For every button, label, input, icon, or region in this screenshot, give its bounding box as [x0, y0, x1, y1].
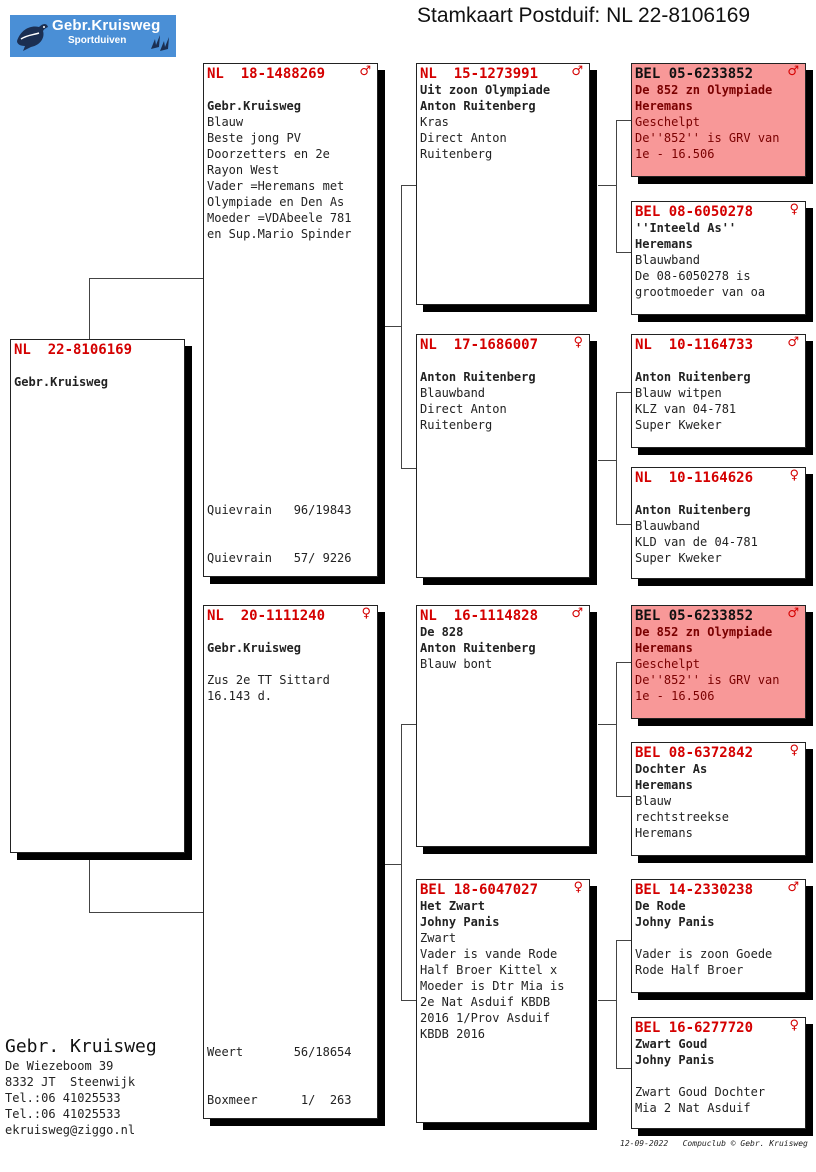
- owner-address: [5, 1036, 157, 1138]
- info-line: Zus 2e TT Sittard: [207, 673, 330, 687]
- info-line: Super Kweker: [635, 418, 722, 432]
- connector-line: [616, 662, 617, 796]
- pigeon-name: De Rode: [635, 899, 686, 913]
- pigeon-name: De 828: [420, 625, 464, 639]
- connector-line: [616, 120, 617, 252]
- female-icon: ♀: [361, 606, 371, 621]
- grandfather-paternal-card[interactable]: [416, 63, 590, 305]
- info-line: [635, 930, 802, 946]
- phone-line: Tel.:06 41025533: [5, 1107, 121, 1121]
- info-line: Super Kweker: [635, 551, 722, 565]
- grandmother-maternal-card[interactable]: [416, 879, 590, 1123]
- results-list: [207, 1012, 352, 1119]
- results-list: [207, 470, 352, 577]
- ring-number: NL 10-1164626: [635, 470, 754, 486]
- info-line: Olympiade en Den As: [207, 195, 345, 209]
- breeder-name: Anton Ruitenberg: [420, 641, 536, 655]
- great-grandparent-card[interactable]: [631, 467, 806, 579]
- address-line: De Wiezeboom 39: [5, 1059, 114, 1073]
- info-line: grootmoeder van oa: [635, 285, 766, 299]
- info-line: De''852'' is GRV van: [635, 131, 780, 145]
- info-line: Direct Anton: [420, 131, 507, 145]
- male-icon: ♂: [571, 64, 583, 79]
- breeder-name: Heremans: [635, 641, 693, 655]
- info-line: [635, 1068, 802, 1084]
- connector-line: [401, 724, 417, 725]
- connector-line: [616, 392, 632, 393]
- ring-number: NL 16-1114828: [420, 608, 539, 624]
- female-icon: ♀: [789, 743, 799, 758]
- connector-line: [401, 468, 417, 469]
- spacer: [207, 624, 374, 640]
- breeder-name: Heremans: [635, 237, 693, 251]
- ring-number: BEL 16-6277720: [635, 1020, 754, 1036]
- phone-line: Tel.:06 41025533: [5, 1091, 121, 1105]
- great-grandparent-card[interactable]: [631, 742, 806, 856]
- info-line: Zwart: [420, 931, 457, 945]
- connector-line: [89, 278, 203, 279]
- ring-number: NL 17-1686007: [420, 337, 539, 353]
- info-line: Blauwband: [635, 253, 701, 267]
- male-icon: ♂: [787, 335, 799, 350]
- connector-line: [598, 724, 616, 725]
- info-line: Ruitenberg: [420, 147, 493, 161]
- info-line: Moeder =VDAbeele 781: [207, 211, 352, 225]
- great-grandparent-card[interactable]: [631, 879, 806, 993]
- ring-number: NL 22-8106169: [14, 342, 133, 358]
- connector-line: [598, 460, 616, 461]
- pigeon-name: ''Inteeld As'': [635, 221, 737, 235]
- subject-card[interactable]: [10, 339, 185, 853]
- pigeon-name: Zwart Goud: [635, 1037, 708, 1051]
- info-line: Vader is vande Rode: [420, 947, 558, 961]
- male-icon: ♂: [787, 606, 799, 621]
- info-line: Blauwband: [420, 386, 486, 400]
- result-line: Boxmeer 1/ 263: [207, 1093, 352, 1107]
- ring-number: NL 18-1488269: [207, 66, 326, 82]
- connector-line: [89, 912, 203, 913]
- breeder-name: Anton Ruitenberg: [420, 370, 536, 384]
- breeder-name: Gebr.Kruisweg: [14, 375, 108, 389]
- ring-number: BEL 05-6233852: [635, 608, 754, 624]
- info-line: Ruitenberg: [420, 418, 493, 432]
- connector-line: [401, 724, 402, 1000]
- info-line: Heremans: [635, 826, 693, 840]
- female-icon: ♀: [789, 202, 799, 217]
- info-line: KBDB 2016: [420, 1027, 486, 1041]
- info-line: Doorzetters en 2e: [207, 147, 330, 161]
- female-icon: ♀: [573, 335, 583, 350]
- connector-line: [616, 662, 632, 663]
- pigeon-name: De 852 zn Olympiade: [635, 625, 773, 639]
- pigeon-name: [635, 486, 802, 502]
- pigeon-name: Het Zwart: [420, 899, 486, 913]
- info-line: 2e Nat Asduif KBDB: [420, 995, 551, 1009]
- page-title: Stamkaart Postduif: NL 22-8106169: [417, 4, 751, 27]
- female-icon: ♀: [789, 1018, 799, 1033]
- info-line: Geschelpt: [635, 657, 701, 671]
- ring-number: BEL 14-2330238: [635, 882, 754, 898]
- info-line: Mia 2 Nat Asduif: [635, 1101, 751, 1115]
- breeder-name: Johny Panis: [420, 915, 500, 929]
- logo-subtitle: Sportduiven: [68, 35, 127, 46]
- connector-line: [89, 852, 90, 912]
- pigeon-name: [420, 353, 586, 369]
- breeder-name: Gebr.Kruisweg: [207, 99, 301, 113]
- great-grandparent-card[interactable]: [631, 1017, 806, 1129]
- grandmother-paternal-card[interactable]: [416, 334, 590, 578]
- great-grandparent-card[interactable]: [631, 63, 806, 177]
- club-logo: [10, 15, 176, 57]
- result-line: Quievrain 57/ 9226: [207, 551, 352, 565]
- info-line: 16.143 d.: [207, 689, 273, 703]
- pigeon-name: [635, 353, 802, 369]
- info-line: Half Broer Kittel x: [420, 963, 558, 977]
- female-icon: ♀: [789, 468, 799, 483]
- info-line: KLD van de 04-781: [635, 535, 758, 549]
- connector-line: [616, 392, 617, 524]
- info-line: Rayon West: [207, 163, 280, 177]
- info-line: Blauw witpen: [635, 386, 722, 400]
- info-line: Blauw: [207, 115, 244, 129]
- ring-number: BEL 08-6372842: [635, 745, 754, 761]
- info-line: Moeder is Dtr Mia is: [420, 979, 565, 993]
- info-line: en Sup.Mario Spinder: [207, 227, 352, 241]
- ring-number: NL 15-1273991: [420, 66, 539, 82]
- ring-number: BEL 05-6233852: [635, 66, 754, 82]
- pigeon-name: Uit zoon Olympiade: [420, 83, 551, 97]
- info-line: 1e - 16.506: [635, 147, 715, 161]
- father-card[interactable]: [203, 63, 378, 577]
- owner-name: Gebr. Kruisweg: [5, 1036, 157, 1057]
- connector-line: [616, 524, 632, 525]
- info-line: Vader =Heremans met: [207, 179, 345, 193]
- info-line: 2016 1/Prov Asduif: [420, 1011, 551, 1025]
- breeder-name: Anton Ruitenberg: [635, 370, 751, 384]
- info-line: Vader is zoon Goede: [635, 947, 773, 961]
- spacer: [14, 358, 181, 374]
- ring-number: NL 20-1111240: [207, 608, 326, 624]
- info-line: rechtstreekse: [635, 810, 729, 824]
- great-grandparent-card[interactable]: [631, 334, 806, 448]
- connector-line: [598, 185, 616, 186]
- grandfather-maternal-card[interactable]: [416, 605, 590, 847]
- info-line: Zwart Goud Dochter: [635, 1085, 766, 1099]
- connector-line: [401, 1000, 417, 1001]
- print-credit: 12-09-2022 Compuclub © Gebr. Kruisweg: [620, 1139, 808, 1148]
- breeder-name: Johny Panis: [635, 915, 715, 929]
- pigeon-icon: [13, 19, 51, 53]
- connector-line: [616, 940, 632, 941]
- connector-line: [616, 1068, 632, 1069]
- male-icon: ♂: [571, 606, 583, 621]
- breeder-name: Johny Panis: [635, 1053, 715, 1067]
- result-line: Quievrain 96/19843: [207, 503, 352, 517]
- connector-line: [89, 278, 90, 340]
- connector-line: [401, 185, 402, 468]
- info-line: KLZ van 04-781: [635, 402, 737, 416]
- breeder-name: Anton Ruitenberg: [635, 503, 751, 517]
- connector-line: [385, 326, 401, 327]
- info-line: Beste jong PV: [207, 131, 301, 145]
- connector-line: [401, 185, 417, 186]
- info-line: Rode Half Broer: [635, 963, 744, 977]
- info-line: De 08-6050278 is: [635, 269, 751, 283]
- info-line: De''852'' is GRV van: [635, 673, 780, 687]
- info-line: Blauwband: [635, 519, 701, 533]
- info-line: 1e - 16.506: [635, 689, 715, 703]
- breeder-name: Heremans: [635, 778, 693, 792]
- breeder-name: Heremans: [635, 99, 693, 113]
- connector-line: [616, 796, 632, 797]
- flying-birds-icon: [150, 33, 174, 53]
- pigeon-name: De 852 zn Olympiade: [635, 83, 773, 97]
- great-grandparent-card[interactable]: [631, 605, 806, 719]
- ring-number: BEL 08-6050278: [635, 204, 754, 220]
- male-icon: ♂: [359, 64, 371, 79]
- connector-line: [616, 940, 617, 1068]
- connector-line: [598, 1000, 616, 1001]
- male-icon: ♂: [787, 880, 799, 895]
- connector-line: [616, 120, 632, 121]
- female-icon: ♀: [573, 880, 583, 895]
- ring-number: NL 10-1164733: [635, 337, 754, 353]
- address-line: 8332 JT Steenwijk: [5, 1075, 136, 1089]
- mother-card[interactable]: [203, 605, 378, 1119]
- info-line: Geschelpt: [635, 115, 701, 129]
- male-icon: ♂: [787, 64, 799, 79]
- email-line[interactable]: ekruisweg@ziggo.nl: [5, 1123, 136, 1137]
- info-line: Blauw bont: [420, 657, 493, 671]
- info-line: Kras: [420, 115, 449, 129]
- info-line: Direct Anton: [420, 402, 507, 416]
- logo-name: Gebr.Kruisweg: [52, 17, 161, 34]
- breeder-name: Anton Ruitenberg: [420, 99, 536, 113]
- connector-line: [616, 252, 632, 253]
- ring-number: BEL 18-6047027: [420, 882, 539, 898]
- info-line: [207, 656, 374, 672]
- result-line: Weert 56/18654: [207, 1045, 352, 1059]
- breeder-name: Gebr.Kruisweg: [207, 641, 301, 655]
- info-line: Blauw: [635, 794, 672, 808]
- spacer: [207, 82, 374, 98]
- pigeon-name: Dochter As: [635, 762, 708, 776]
- connector-line: [385, 864, 401, 865]
- great-grandparent-card[interactable]: [631, 201, 806, 315]
